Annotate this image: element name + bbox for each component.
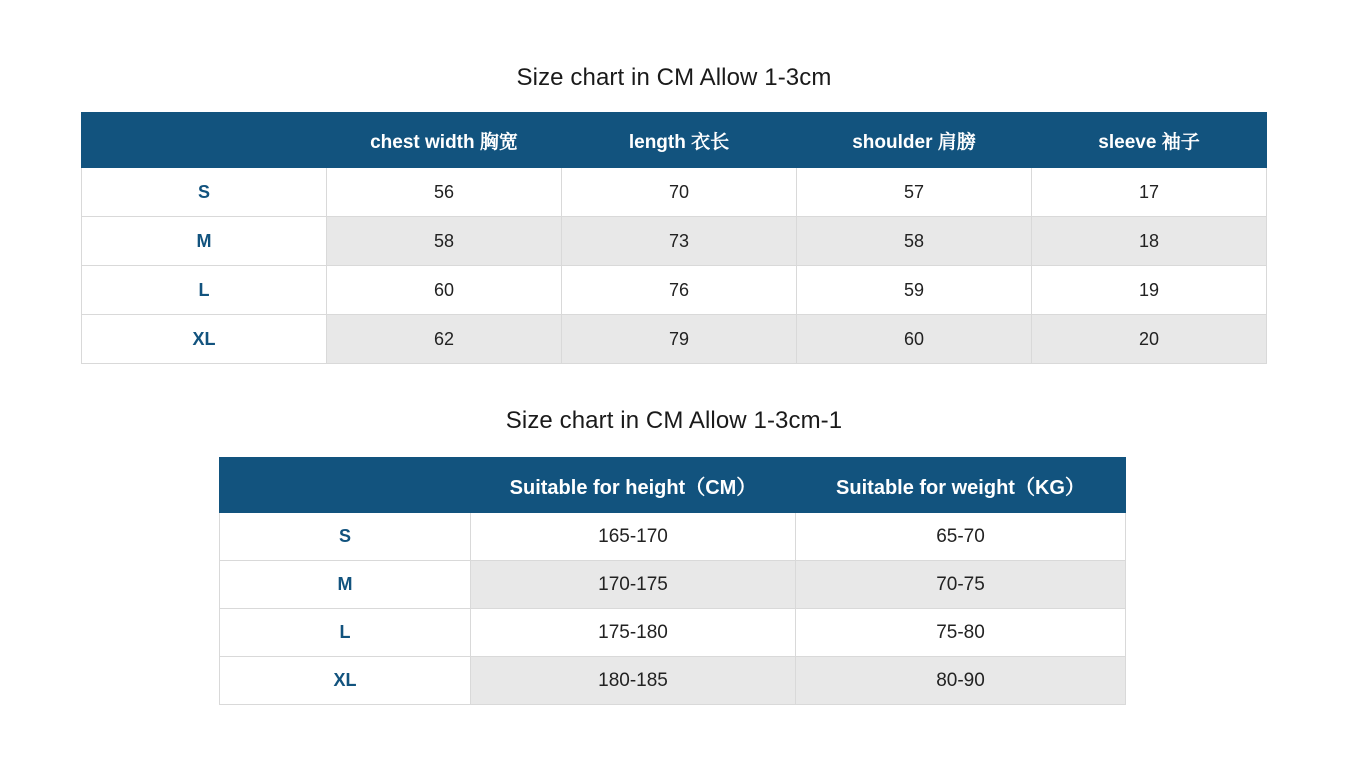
column-header-length: length 衣长 <box>562 113 797 168</box>
column-header-chest-width: chest width 胸宽 <box>327 113 562 168</box>
cell-length: 70 <box>562 168 797 217</box>
cell-weight: 70-75 <box>796 561 1126 609</box>
cell-sleeve: 18 <box>1032 217 1267 266</box>
cell-chest-width: 58 <box>327 217 562 266</box>
cell-shoulder: 59 <box>797 266 1032 315</box>
cell-size: S <box>82 168 327 217</box>
table-header-row <box>220 458 1126 513</box>
column-header-size <box>82 113 327 168</box>
cell-height: 180-185 <box>471 657 796 705</box>
table-row <box>82 217 1267 266</box>
size-chart-table-measurements <box>81 112 1267 364</box>
cell-size: L <box>220 609 471 657</box>
column-header-size <box>220 458 471 513</box>
table-body <box>82 168 1267 364</box>
table-row <box>82 168 1267 217</box>
cell-length: 79 <box>562 315 797 364</box>
cell-size: S <box>220 513 471 561</box>
cell-shoulder: 58 <box>797 217 1032 266</box>
table-row <box>220 561 1126 609</box>
page-title-size-chart-2: Size chart in CM Allow 1-3cm-1 <box>505 407 843 434</box>
cell-chest-width: 56 <box>327 168 562 217</box>
cell-sleeve: 19 <box>1032 266 1267 315</box>
cell-size: M <box>220 561 471 609</box>
cell-weight: 75-80 <box>796 609 1126 657</box>
cell-height: 170-175 <box>471 561 796 609</box>
cell-shoulder: 57 <box>797 168 1032 217</box>
cell-chest-width: 62 <box>327 315 562 364</box>
table-body <box>220 513 1126 705</box>
cell-chest-width: 60 <box>327 266 562 315</box>
cell-length: 73 <box>562 217 797 266</box>
size-chart-table-height-weight <box>219 457 1126 705</box>
cell-weight: 65-70 <box>796 513 1126 561</box>
cell-weight: 80-90 <box>796 657 1126 705</box>
cell-size: L <box>82 266 327 315</box>
cell-size: XL <box>220 657 471 705</box>
cell-size: M <box>82 217 327 266</box>
column-header-sleeve: sleeve 袖子 <box>1032 113 1267 168</box>
cell-height: 165-170 <box>471 513 796 561</box>
cell-sleeve: 17 <box>1032 168 1267 217</box>
column-header-shoulder: shoulder 肩膀 <box>797 113 1032 168</box>
cell-size: XL <box>82 315 327 364</box>
table-header <box>220 458 1126 513</box>
table-header <box>82 113 1267 168</box>
cell-sleeve: 20 <box>1032 315 1267 364</box>
table-row <box>82 266 1267 315</box>
page-title-size-chart-1: Size chart in CM Allow 1-3cm <box>516 64 832 91</box>
table-row <box>220 609 1126 657</box>
cell-length: 76 <box>562 266 797 315</box>
cell-height: 175-180 <box>471 609 796 657</box>
column-header-suitable-height: Suitable for height（CM） <box>471 458 796 513</box>
table-row <box>220 513 1126 561</box>
table-header-row <box>82 113 1267 168</box>
table-row <box>220 657 1126 705</box>
cell-shoulder: 60 <box>797 315 1032 364</box>
column-header-suitable-weight: Suitable for weight（KG） <box>796 458 1126 513</box>
table-row <box>82 315 1267 364</box>
